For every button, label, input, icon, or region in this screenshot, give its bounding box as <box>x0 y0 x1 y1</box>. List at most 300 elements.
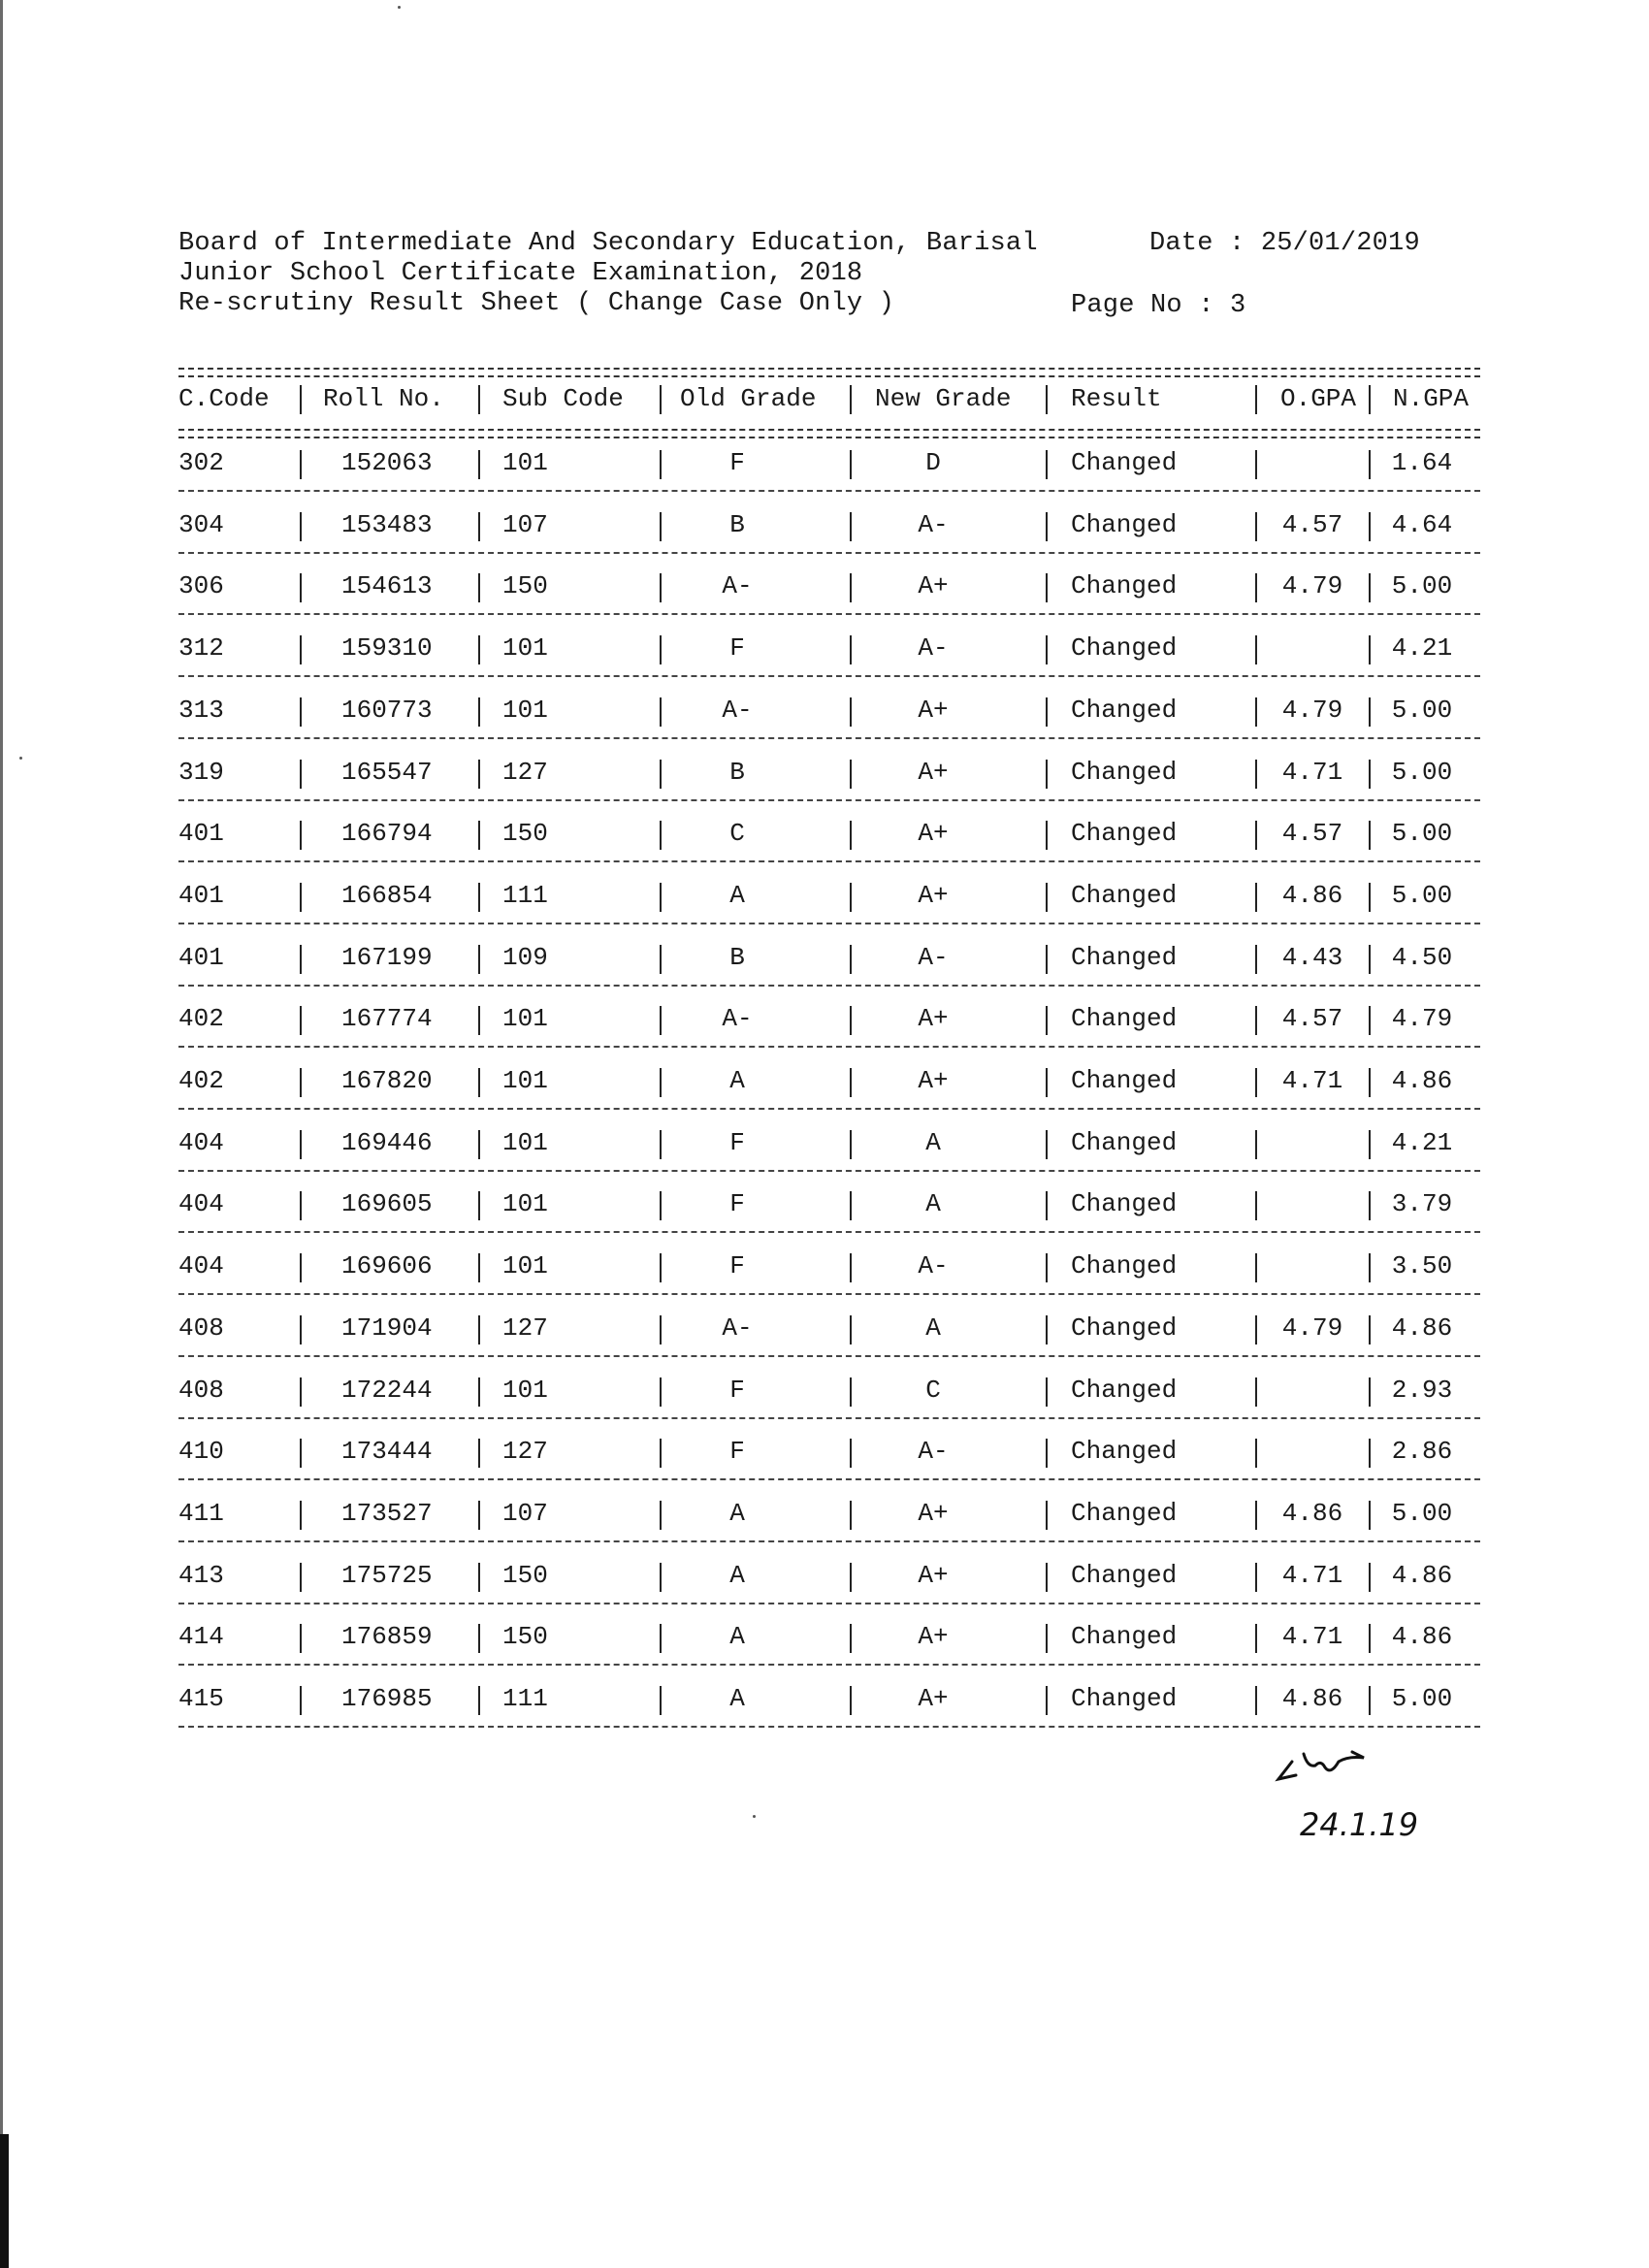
scan-edge-mark <box>0 2134 9 2268</box>
cell-new-gpa: 4.21 <box>1391 1128 1453 1157</box>
column-separator <box>300 512 302 541</box>
column-separator <box>1046 1686 1048 1715</box>
cell-new-grade: A+ <box>918 881 949 910</box>
cell-sub-code: 150 <box>502 1561 548 1590</box>
cell-new-gpa: 4.86 <box>1391 1561 1453 1590</box>
column-header-result: Result <box>1071 384 1162 413</box>
row-divider <box>178 737 1480 739</box>
cell-sub-code: 101 <box>502 633 548 663</box>
cell-ccode: 415 <box>178 1684 224 1713</box>
column-separator <box>1255 1068 1257 1097</box>
cell-sub-code: 127 <box>502 1437 548 1466</box>
cell-roll-no: 153483 <box>341 510 433 539</box>
cell-old-gpa: 4.43 <box>1281 943 1343 972</box>
column-separator <box>1369 697 1371 727</box>
column-separator <box>300 1377 302 1407</box>
cell-old-gpa: 4.71 <box>1281 1561 1343 1590</box>
column-separator <box>1369 945 1371 974</box>
column-separator <box>1046 945 1048 974</box>
column-separator <box>300 450 302 479</box>
column-separator <box>660 1191 662 1220</box>
column-separator <box>1255 635 1257 664</box>
page-number: Page No : 3 <box>1071 291 1246 320</box>
sheet-title: Re-scrutiny Result Sheet ( Change Case Only ) <box>178 289 895 318</box>
cell-result: Changed <box>1071 1066 1178 1095</box>
row-divider <box>178 1417 1480 1419</box>
cell-roll-no: 152063 <box>341 448 433 477</box>
column-header-roll-no: Roll No. <box>323 384 444 413</box>
column-separator <box>1046 883 1048 912</box>
column-separator <box>1255 1439 1257 1468</box>
column-separator <box>850 512 852 541</box>
column-separator <box>660 385 662 414</box>
cell-result: Changed <box>1071 1251 1178 1280</box>
cell-roll-no: 176859 <box>341 1622 433 1651</box>
column-separator <box>660 1501 662 1530</box>
cell-ccode: 413 <box>178 1561 224 1590</box>
column-separator <box>850 697 852 727</box>
cell-old-grade: C <box>729 819 745 848</box>
cell-sub-code: 101 <box>502 1004 548 1033</box>
column-separator <box>300 1253 302 1282</box>
cell-new-grade: A <box>925 1128 941 1157</box>
cell-result: Changed <box>1071 881 1178 910</box>
cell-old-grade: A- <box>722 571 753 600</box>
cell-new-gpa: 4.86 <box>1391 1313 1453 1343</box>
column-separator <box>1255 945 1257 974</box>
scan-speck <box>398 6 401 9</box>
cell-old-grade: A <box>729 881 745 910</box>
date-label: Date : 25/01/2019 <box>1149 229 1420 258</box>
row-divider <box>178 799 1480 801</box>
column-separator <box>850 1501 852 1530</box>
cell-roll-no: 167199 <box>341 943 433 972</box>
row-divider <box>178 675 1480 677</box>
cell-new-grade: D <box>925 448 941 477</box>
cell-new-grade: A- <box>918 943 949 972</box>
cell-roll-no: 176985 <box>341 1684 433 1713</box>
cell-result: Changed <box>1071 819 1178 848</box>
cell-result: Changed <box>1071 1437 1178 1466</box>
column-separator <box>1046 1191 1048 1220</box>
column-separator <box>478 1253 480 1282</box>
cell-new-grade: A- <box>918 510 949 539</box>
board-name: Board of Intermediate And Secondary Education, Barisal <box>178 229 1038 258</box>
cell-result: Changed <box>1071 758 1178 787</box>
column-separator <box>1046 1068 1048 1097</box>
cell-old-grade: F <box>729 1437 745 1466</box>
column-separator <box>1369 1439 1371 1468</box>
column-separator <box>478 573 480 602</box>
cell-roll-no: 160773 <box>341 696 433 725</box>
cell-sub-code: 101 <box>502 448 548 477</box>
cell-result: Changed <box>1071 571 1178 600</box>
cell-ccode: 404 <box>178 1128 224 1157</box>
column-separator <box>850 1006 852 1035</box>
signature-date: 24.1.19 <box>1300 1806 1419 1843</box>
cell-new-gpa: 1.64 <box>1391 448 1453 477</box>
column-separator <box>850 1563 852 1592</box>
cell-roll-no: 169606 <box>341 1251 433 1280</box>
column-separator <box>1369 450 1371 479</box>
table-header-rule <box>178 429 1480 438</box>
cell-new-grade: A+ <box>918 758 949 787</box>
row-divider <box>178 613 1480 615</box>
cell-result: Changed <box>1071 510 1178 539</box>
row-divider <box>178 1540 1480 1542</box>
cell-new-gpa: 2.86 <box>1391 1437 1453 1466</box>
column-separator <box>660 1624 662 1653</box>
cell-new-gpa: 4.21 <box>1391 633 1453 663</box>
cell-ccode: 312 <box>178 633 224 663</box>
cell-old-grade: F <box>729 633 745 663</box>
column-separator <box>1046 573 1048 602</box>
scan-speck <box>19 757 22 760</box>
column-separator <box>1046 697 1048 727</box>
column-separator <box>1255 573 1257 602</box>
column-separator <box>1255 760 1257 789</box>
row-divider <box>178 1478 1480 1480</box>
column-separator <box>850 1130 852 1159</box>
column-separator <box>478 1315 480 1345</box>
column-separator <box>1369 821 1371 850</box>
cell-new-grade: A+ <box>918 819 949 848</box>
column-separator <box>850 1253 852 1282</box>
cell-sub-code: 107 <box>502 510 548 539</box>
column-header-sub-code: Sub Code <box>502 384 624 413</box>
cell-ccode: 401 <box>178 881 224 910</box>
column-separator <box>300 697 302 727</box>
cell-new-gpa: 5.00 <box>1391 881 1453 910</box>
column-separator <box>300 573 302 602</box>
column-separator <box>850 945 852 974</box>
cell-sub-code: 101 <box>502 1251 548 1280</box>
cell-old-grade: F <box>729 1376 745 1405</box>
column-separator <box>478 1191 480 1220</box>
scan-speck <box>753 1815 756 1818</box>
column-separator <box>1046 1501 1048 1530</box>
column-separator <box>1369 1006 1371 1035</box>
row-divider <box>178 1046 1480 1048</box>
cell-old-gpa: 4.57 <box>1281 819 1343 848</box>
column-separator <box>850 1624 852 1653</box>
column-separator <box>1369 1501 1371 1530</box>
column-separator <box>478 760 480 789</box>
cell-old-gpa: 4.71 <box>1281 1622 1343 1651</box>
cell-result: Changed <box>1071 943 1178 972</box>
column-separator <box>1046 512 1048 541</box>
cell-ccode: 313 <box>178 696 224 725</box>
cell-ccode: 402 <box>178 1004 224 1033</box>
column-separator <box>660 573 662 602</box>
cell-new-grade: A <box>925 1313 941 1343</box>
row-divider <box>178 1664 1480 1666</box>
row-divider <box>178 923 1480 924</box>
cell-new-grade: A+ <box>918 1622 949 1651</box>
column-separator <box>660 635 662 664</box>
cell-old-grade: B <box>729 943 745 972</box>
column-separator <box>300 1624 302 1653</box>
cell-old-grade: F <box>729 1189 745 1218</box>
cell-new-grade: A+ <box>918 1004 949 1033</box>
cell-ccode: 404 <box>178 1189 224 1218</box>
cell-sub-code: 101 <box>502 696 548 725</box>
column-separator <box>1369 1686 1371 1715</box>
cell-new-gpa: 5.00 <box>1391 758 1453 787</box>
column-separator <box>1255 1130 1257 1159</box>
cell-sub-code: 127 <box>502 758 548 787</box>
column-separator <box>478 1624 480 1653</box>
cell-ccode: 410 <box>178 1437 224 1466</box>
row-divider <box>178 490 1480 492</box>
column-separator <box>1255 1686 1257 1715</box>
cell-new-gpa: 5.00 <box>1391 1684 1453 1713</box>
column-separator <box>850 1068 852 1097</box>
column-separator <box>478 1068 480 1097</box>
signature <box>1271 1746 1465 1853</box>
column-separator <box>300 1686 302 1715</box>
cell-roll-no: 169446 <box>341 1128 433 1157</box>
column-separator <box>300 821 302 850</box>
exam-title: Junior School Certificate Examination, 2018 <box>178 259 863 288</box>
column-separator <box>300 1191 302 1220</box>
row-divider <box>178 1231 1480 1233</box>
row-divider <box>178 860 1480 862</box>
cell-new-gpa: 4.86 <box>1391 1066 1453 1095</box>
cell-new-grade: A+ <box>918 1561 949 1590</box>
cell-result: Changed <box>1071 1376 1178 1405</box>
cell-ccode: 408 <box>178 1313 224 1343</box>
cell-old-grade: A- <box>722 1313 753 1343</box>
cell-new-grade: A- <box>918 1437 949 1466</box>
column-separator <box>300 1006 302 1035</box>
cell-new-grade: A+ <box>918 1684 949 1713</box>
cell-ccode: 302 <box>178 448 224 477</box>
column-separator <box>478 883 480 912</box>
cell-new-grade: A+ <box>918 1066 949 1095</box>
cell-old-gpa: 4.57 <box>1281 510 1343 539</box>
cell-roll-no: 175725 <box>341 1561 433 1590</box>
column-separator <box>660 697 662 727</box>
column-header-ccode: C.Code <box>178 384 270 413</box>
cell-new-grade: C <box>925 1376 941 1405</box>
scan-edge <box>0 0 3 2268</box>
column-separator <box>1255 1624 1257 1653</box>
column-separator <box>1255 1563 1257 1592</box>
column-separator <box>300 1563 302 1592</box>
column-separator <box>660 1439 662 1468</box>
column-separator <box>478 1130 480 1159</box>
cell-result: Changed <box>1071 1561 1178 1590</box>
cell-sub-code: 111 <box>502 881 548 910</box>
column-separator <box>1255 697 1257 727</box>
column-separator <box>850 385 852 414</box>
column-separator <box>1255 1191 1257 1220</box>
cell-new-grade: A <box>925 1189 941 1218</box>
cell-roll-no: 159310 <box>341 633 433 663</box>
cell-ccode: 401 <box>178 943 224 972</box>
cell-old-grade: A <box>729 1561 745 1590</box>
cell-old-gpa: 4.79 <box>1281 571 1343 600</box>
cell-old-gpa: 4.79 <box>1281 696 1343 725</box>
column-separator <box>478 945 480 974</box>
row-divider <box>178 1170 1480 1172</box>
column-separator <box>660 1315 662 1345</box>
column-header-new-grade: New Grade <box>875 384 1012 413</box>
column-separator <box>1046 450 1048 479</box>
cell-new-gpa: 3.79 <box>1391 1189 1453 1218</box>
cell-new-gpa: 4.50 <box>1391 943 1453 972</box>
cell-roll-no: 173444 <box>341 1437 433 1466</box>
cell-roll-no: 166794 <box>341 819 433 848</box>
column-separator <box>300 1439 302 1468</box>
column-separator <box>1046 1130 1048 1159</box>
column-separator <box>1369 1068 1371 1097</box>
cell-new-gpa: 4.79 <box>1391 1004 1453 1033</box>
column-separator <box>1255 1377 1257 1407</box>
column-separator <box>1046 1624 1048 1653</box>
cell-old-gpa: 4.86 <box>1281 881 1343 910</box>
column-separator <box>478 697 480 727</box>
column-separator <box>478 450 480 479</box>
cell-old-gpa: 4.86 <box>1281 1684 1343 1713</box>
cell-roll-no: 167820 <box>341 1066 433 1095</box>
cell-sub-code: 109 <box>502 943 548 972</box>
cell-sub-code: 101 <box>502 1128 548 1157</box>
column-separator <box>478 1377 480 1407</box>
column-separator <box>1369 1130 1371 1159</box>
cell-old-grade: B <box>729 510 745 539</box>
cell-sub-code: 150 <box>502 1622 548 1651</box>
cell-new-gpa: 5.00 <box>1391 571 1453 600</box>
column-separator <box>850 635 852 664</box>
cell-old-grade: A <box>729 1622 745 1651</box>
cell-roll-no: 172244 <box>341 1376 433 1405</box>
cell-result: Changed <box>1071 1189 1178 1218</box>
column-separator <box>850 573 852 602</box>
cell-old-grade: B <box>729 758 745 787</box>
column-separator <box>1369 1563 1371 1592</box>
cell-new-grade: A+ <box>918 696 949 725</box>
cell-sub-code: 101 <box>502 1066 548 1095</box>
column-separator <box>1369 512 1371 541</box>
column-separator <box>1046 635 1048 664</box>
column-separator <box>1046 760 1048 789</box>
column-separator <box>300 635 302 664</box>
column-separator <box>850 1315 852 1345</box>
row-divider <box>178 552 1480 554</box>
column-separator <box>660 1253 662 1282</box>
cell-result: Changed <box>1071 1313 1178 1343</box>
column-separator <box>1255 883 1257 912</box>
column-separator <box>1369 635 1371 664</box>
column-separator <box>1046 1253 1048 1282</box>
cell-old-grade: F <box>729 448 745 477</box>
cell-result: Changed <box>1071 1499 1178 1528</box>
column-separator <box>660 512 662 541</box>
cell-new-gpa: 5.00 <box>1391 1499 1453 1528</box>
cell-ccode: 408 <box>178 1376 224 1405</box>
column-separator <box>1255 385 1257 414</box>
cell-ccode: 402 <box>178 1066 224 1095</box>
column-separator <box>1369 760 1371 789</box>
row-divider <box>178 1726 1480 1728</box>
column-separator <box>1369 573 1371 602</box>
cell-new-gpa: 5.00 <box>1391 819 1453 848</box>
cell-roll-no: 173527 <box>341 1499 433 1528</box>
column-separator <box>660 1377 662 1407</box>
cell-sub-code: 107 <box>502 1499 548 1528</box>
cell-old-gpa: 4.79 <box>1281 1313 1343 1343</box>
cell-roll-no: 167774 <box>341 1004 433 1033</box>
cell-ccode: 319 <box>178 758 224 787</box>
cell-new-gpa: 2.93 <box>1391 1376 1453 1405</box>
column-separator <box>1369 1253 1371 1282</box>
column-separator <box>300 385 302 414</box>
cell-result: Changed <box>1071 1128 1178 1157</box>
column-separator <box>478 512 480 541</box>
row-divider <box>178 1603 1480 1604</box>
cell-roll-no: 165547 <box>341 758 433 787</box>
column-separator <box>660 450 662 479</box>
cell-old-gpa: 4.71 <box>1281 758 1343 787</box>
cell-sub-code: 150 <box>502 819 548 848</box>
cell-old-grade: F <box>729 1251 745 1280</box>
cell-result: Changed <box>1071 633 1178 663</box>
column-separator <box>1255 1006 1257 1035</box>
column-separator <box>660 883 662 912</box>
column-separator <box>660 945 662 974</box>
column-separator <box>300 760 302 789</box>
column-separator <box>1255 1501 1257 1530</box>
cell-sub-code: 101 <box>502 1376 548 1405</box>
column-separator <box>850 883 852 912</box>
column-separator <box>1369 1315 1371 1345</box>
column-separator <box>850 1377 852 1407</box>
cell-old-grade: A- <box>722 1004 753 1033</box>
column-separator <box>660 1068 662 1097</box>
column-separator <box>1255 512 1257 541</box>
row-divider <box>178 1108 1480 1110</box>
column-header-old-gpa: O.GPA <box>1280 384 1357 413</box>
column-separator <box>478 635 480 664</box>
column-separator <box>1369 1624 1371 1653</box>
column-separator <box>300 1068 302 1097</box>
column-separator <box>1046 1006 1048 1035</box>
cell-roll-no: 166854 <box>341 881 433 910</box>
column-separator <box>478 1686 480 1715</box>
column-header-old-grade: Old Grade <box>680 384 817 413</box>
column-separator <box>1046 821 1048 850</box>
cell-new-grade: A+ <box>918 571 949 600</box>
cell-old-gpa: 4.71 <box>1281 1066 1343 1095</box>
column-separator <box>300 945 302 974</box>
column-separator <box>478 385 480 414</box>
cell-roll-no: 169605 <box>341 1189 433 1218</box>
cell-roll-no: 171904 <box>341 1313 433 1343</box>
cell-ccode: 401 <box>178 819 224 848</box>
cell-sub-code: 150 <box>502 571 548 600</box>
cell-old-grade: A <box>729 1066 745 1095</box>
column-separator <box>1046 1377 1048 1407</box>
row-divider <box>178 1355 1480 1357</box>
cell-old-grade: A- <box>722 696 753 725</box>
cell-result: Changed <box>1071 1622 1178 1651</box>
column-separator <box>300 1315 302 1345</box>
column-separator <box>478 1006 480 1035</box>
cell-new-grade: A- <box>918 633 949 663</box>
column-separator <box>660 1006 662 1035</box>
